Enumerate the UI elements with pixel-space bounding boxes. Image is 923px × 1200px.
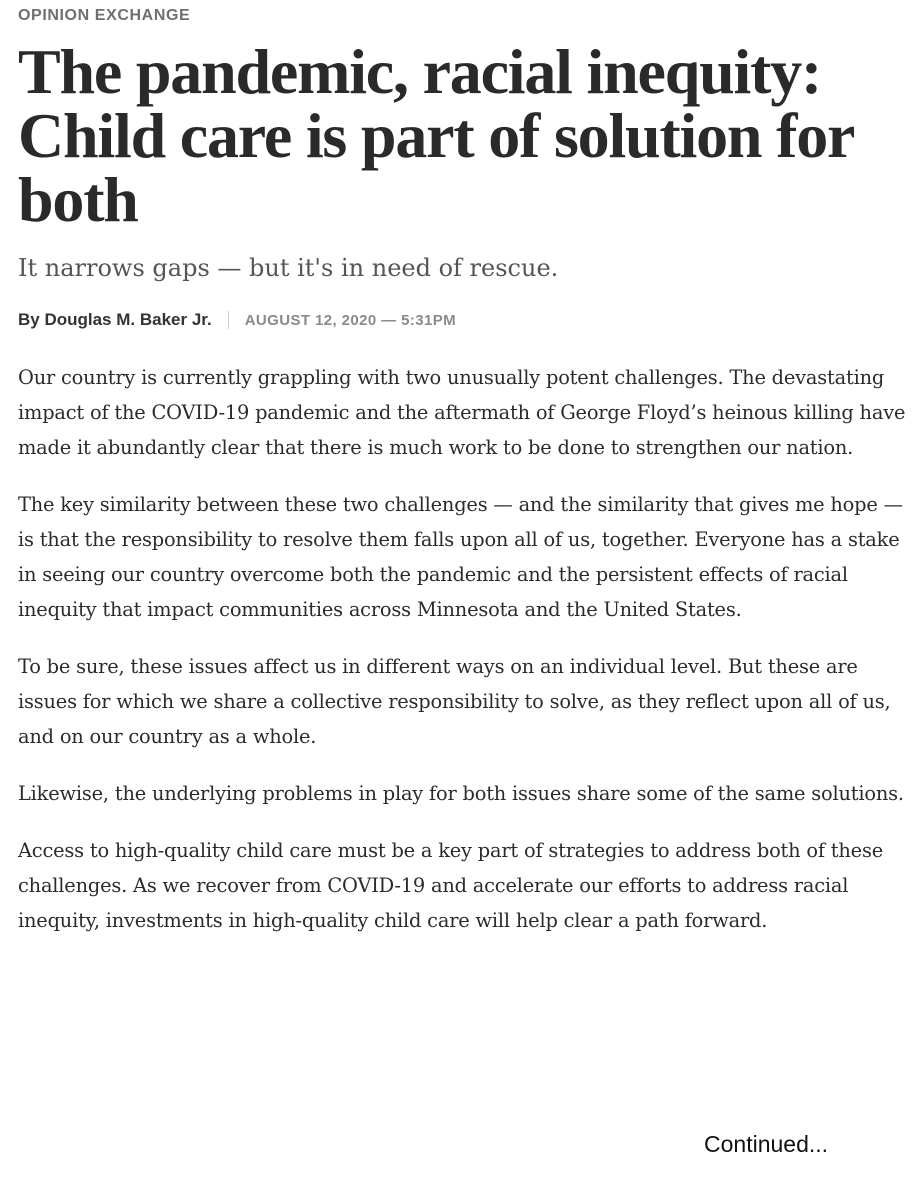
continued-note: Continued... (704, 1131, 829, 1157)
subheadline: It narrows gaps — but it's in need of rescue. (18, 254, 559, 282)
body-paragraph: Likewise, the underlying problems in play for both issues share some of the same solutions. (18, 782, 904, 805)
author-name[interactable]: By Douglas M. Baker Jr. (18, 310, 212, 329)
publish-date: AUGUST 12, 2020 — 5:31PM (244, 311, 457, 329)
byline-divider (228, 311, 229, 329)
section-label[interactable]: OPINION EXCHANGE (18, 7, 191, 24)
byline (18, 308, 908, 332)
headline: The pandemic, racial inequity: Child care is part of solution for both (18, 36, 854, 235)
article-body (18, 360, 908, 938)
body-paragraph: The key similarity between these two challenges — and the similarity that gives me hope — is that the responsibility to resolve them falls upon all of us, together. Everyone has a stake in seeing our country overcome both the pandemic and the persistent effects of racial inequity that impact communities across Minnesota and the United States. (18, 493, 903, 621)
body-paragraph: Access to high-quality child care must be a key part of strategies to address both of these challenges. As we recover from COVID-19 and accelerate our efforts to address racial inequity, investments in high-quality child care will help clear a path forward. (18, 839, 883, 932)
article (18, 0, 908, 960)
body-paragraph: To be sure, these issues affect us in different ways on an individual level. But these are issues for which we share a collective responsibility to solve, as they reflect upon all of us, and on our country as a whole. (18, 655, 891, 748)
body-paragraph: Our country is currently grappling with two unusually potent challenges. The devastating impact of the COVID-19 pandemic and the aftermath of George Floyd’s heinous killing have made it abundantly clear that there is much work to be done to strengthen our nation. (18, 366, 906, 459)
